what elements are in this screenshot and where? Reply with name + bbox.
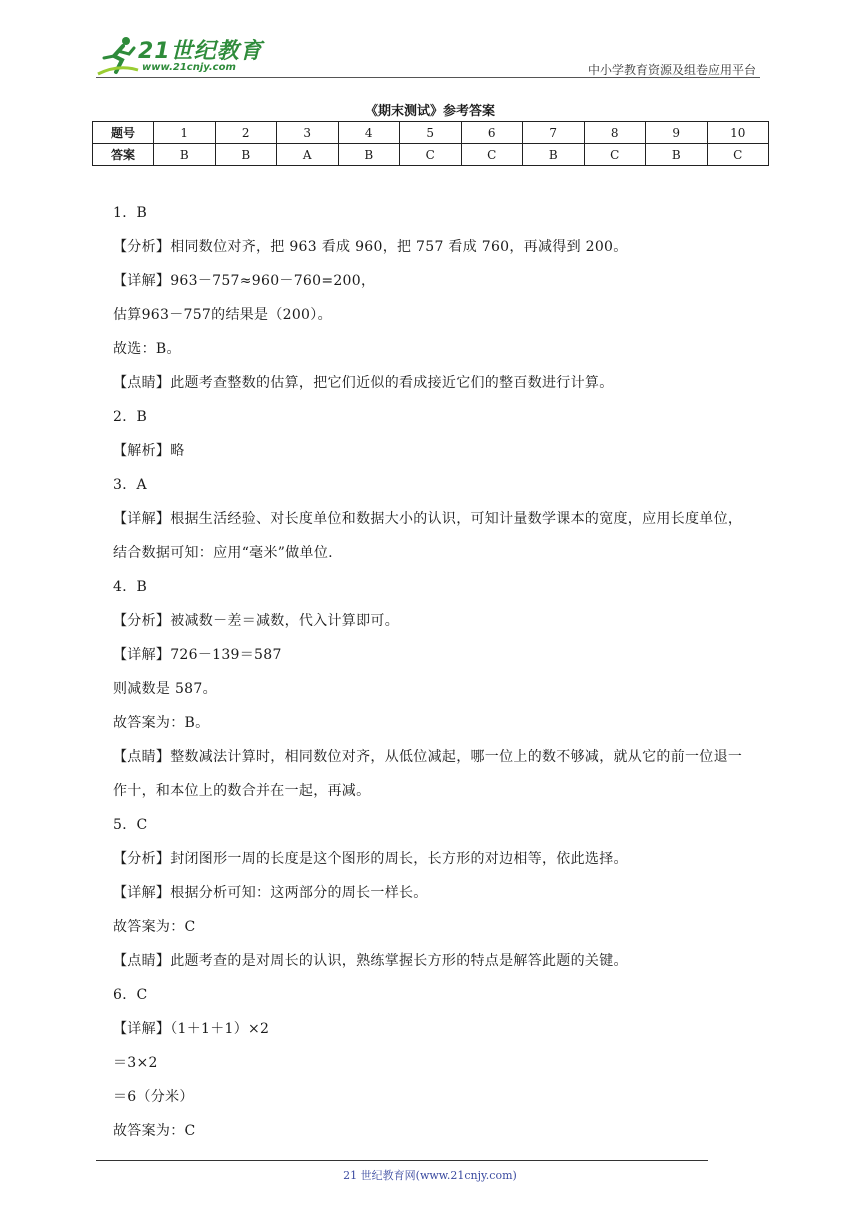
question-number-cell: 2 xyxy=(215,122,277,144)
text-line: 【分析】封闭图形一周的长度是这个图形的周长，长方形的对边相等，依此选择。 xyxy=(113,851,628,867)
question-heading: 2．B xyxy=(113,409,148,425)
logo xyxy=(96,34,266,78)
page-header xyxy=(0,0,860,86)
question-heading: 6．C xyxy=(113,987,148,1003)
text-line: 故选：B。 xyxy=(113,341,181,357)
question-number-cell: 6 xyxy=(461,122,523,144)
question-number-cell: 1 xyxy=(154,122,216,144)
text-line: ＝6（分米） xyxy=(113,1089,194,1105)
answer-cell: B xyxy=(215,144,277,166)
text-line: 【解析】略 xyxy=(113,443,185,459)
logo-url-text: www.21cnjy.com xyxy=(142,62,236,73)
answer-row xyxy=(93,144,769,166)
site-name: 中小学教育资源及组卷应用平台 xyxy=(587,63,756,77)
question-heading: 3．A xyxy=(113,477,147,493)
question-heading: 1．B xyxy=(113,205,148,221)
text-line: 【点睛】整数减法计算时，相同数位对齐，从低位减起，哪一位上的数不够减，就从它的前一位退一 xyxy=(113,749,743,765)
text-line: 【详解】726－139＝587 xyxy=(113,647,282,663)
question-heading: 5．C xyxy=(113,817,148,833)
text-line: 【详解】根据生活经验、对长度单位和数据大小的认识，可知计量数学课本的宽度，应用长度单位， xyxy=(113,511,743,527)
question-number-cell: 9 xyxy=(646,122,708,144)
footer-text: 21 世纪教育网(www.21cnjy.com) xyxy=(343,1169,517,1182)
text-line: 故答案为：B。 xyxy=(113,715,210,731)
question-number-cell: 4 xyxy=(338,122,400,144)
answer-cell: C xyxy=(461,144,523,166)
question-number-cell: 7 xyxy=(523,122,585,144)
question-heading: 4．B xyxy=(113,579,148,595)
footer-divider xyxy=(96,1160,708,1161)
question-number-cell: 3 xyxy=(277,122,339,144)
answer-cell: B xyxy=(523,144,585,166)
text-line: ＝3×2 xyxy=(113,1055,158,1071)
question-number-cell: 8 xyxy=(584,122,646,144)
text-line: 结合数据可知：应用“毫米”做单位. xyxy=(113,545,333,561)
question-number-cell: 10 xyxy=(707,122,769,144)
text-line: 故答案为：C xyxy=(113,1123,196,1139)
answer-cell: B xyxy=(154,144,216,166)
answer-cell: C xyxy=(400,144,462,166)
answer-cell: C xyxy=(707,144,769,166)
text-line: 【详解】（1＋1＋1）×2 xyxy=(113,1021,270,1037)
question-number-cell: 5 xyxy=(400,122,462,144)
text-line: 【详解】963－757≈960－760=200， xyxy=(113,273,376,289)
answer-cell: B xyxy=(338,144,400,166)
text-line: 【详解】根据分析可知：这两部分的周长一样长。 xyxy=(113,885,428,901)
row-label-answers: 答案 xyxy=(93,144,154,166)
explanations-body xyxy=(113,196,773,1148)
question-number-row xyxy=(93,122,769,144)
text-line: 【点睛】此题考查整数的估算，把它们近似的看成接近它们的整百数进行计算。 xyxy=(113,375,614,391)
answer-cell: C xyxy=(584,144,646,166)
text-line: 【分析】相同数位对齐，把 963 看成 960，把 757 看成 760，再减得到 200。 xyxy=(113,239,628,255)
answer-table xyxy=(92,121,769,166)
logo-brand-text: 21世纪教育 xyxy=(138,39,263,64)
document-title: 《期末测试》参考答案 xyxy=(364,104,495,119)
row-label-numbers: 题号 xyxy=(93,122,154,144)
answer-cell: B xyxy=(646,144,708,166)
header-divider xyxy=(96,77,760,78)
text-line: 则减数是 587。 xyxy=(113,681,217,697)
text-line: 【分析】被减数－差＝减数，代入计算即可。 xyxy=(113,613,399,629)
answer-cell: A xyxy=(277,144,339,166)
text-line: 故答案为：C xyxy=(113,919,196,935)
text-line: 【点睛】此题考查的是对周长的认识，熟练掌握长方形的特点是解答此题的关键。 xyxy=(113,953,628,969)
text-line: 估算963－757的结果是（200）。 xyxy=(113,307,332,323)
text-line: 作十，和本位上的数合并在一起，再减。 xyxy=(113,783,371,799)
runner-logo-icon xyxy=(96,34,140,78)
